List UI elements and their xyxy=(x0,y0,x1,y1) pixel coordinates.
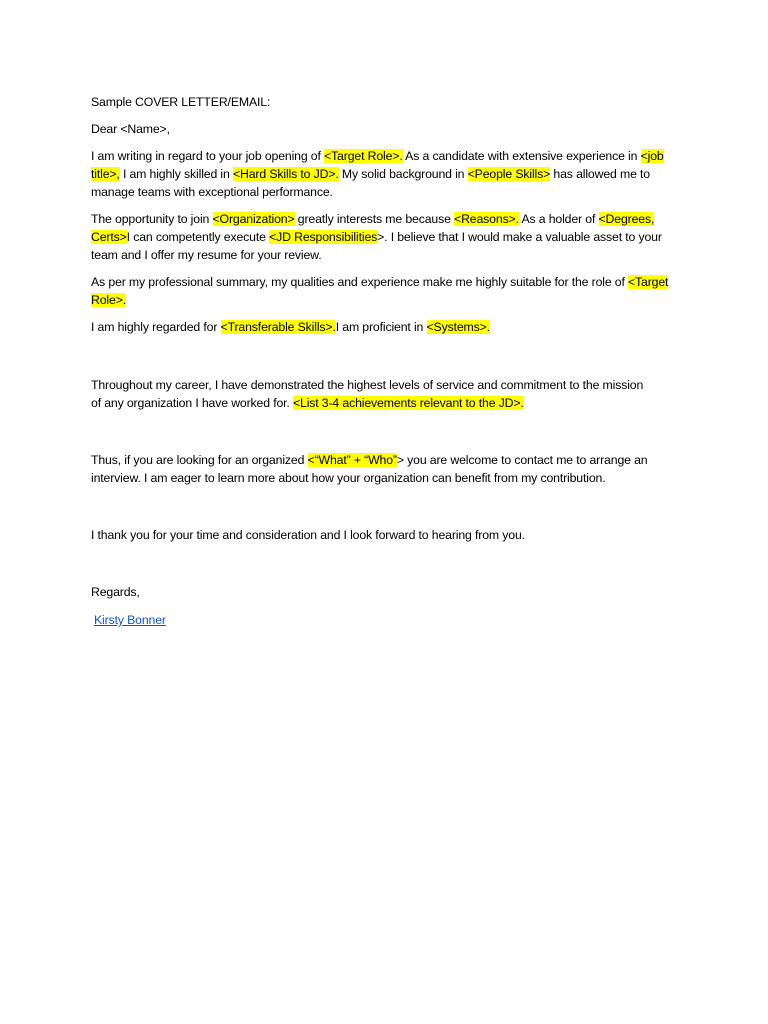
text: > you are welcome to contact me to arrange an interview. I am eager to learn more about how your organization can benefit from my contribution. xyxy=(91,453,648,485)
text: As a candidate with extensive experience in xyxy=(402,149,641,163)
placeholder-degrees-certs: <Degrees, Certs> xyxy=(91,212,655,244)
paragraph-7: I thank you for your time and consideration and I look forward to hearing from you. xyxy=(91,528,525,542)
text: has allowed me to manage teams with exceptional performance. xyxy=(91,167,650,199)
text: As per my professional summary, my qualities and experience make me highly suitable for the role of xyxy=(91,275,629,289)
placeholder-jd-responsibilities: <JD Responsibilities xyxy=(269,230,378,244)
placeholder-hard-skills: <Hard Skills to JD>. xyxy=(232,167,339,181)
paragraph-1 xyxy=(91,147,675,201)
text: Throughout my career, I have demonstrated the highest levels of service and commitment to the mission of any organization I have worked for. xyxy=(91,378,644,410)
text: I can competently execute xyxy=(126,230,270,244)
placeholder-target-role-2: <Target Role>. xyxy=(91,275,669,307)
salutation: Dear <Name>, xyxy=(91,122,170,136)
text: I am highly regarded for xyxy=(91,320,221,334)
text: I am highly skilled in xyxy=(119,167,233,181)
paragraph-2 xyxy=(91,210,677,264)
text: greatly interests me because xyxy=(294,212,455,226)
text: Thus, if you are looking for an organized xyxy=(91,453,308,467)
placeholder-what-who: <“What” + “Who” xyxy=(307,453,397,467)
paragraph-3 xyxy=(91,273,671,309)
placeholder-reasons: <Reasons>. xyxy=(454,212,519,226)
placeholder-job-title: <job title>, xyxy=(91,149,664,181)
placeholder-achievements: <List 3-4 achievements relevant to the JD>. xyxy=(292,396,524,410)
placeholder-target-role: <Target Role>. xyxy=(324,149,403,163)
text: >. I believe that I would make a valuable asset to your team and I offer my resume for your review. xyxy=(91,230,662,262)
closing: Regards, xyxy=(91,585,140,599)
letter-heading: Sample COVER LETTER/EMAIL: xyxy=(91,95,271,109)
placeholder-systems: <Systems>. xyxy=(426,320,490,334)
signature-link[interactable]: Kirsty Bonner xyxy=(94,613,166,627)
text: I am proficient in xyxy=(335,320,427,334)
text: As a holder of xyxy=(518,212,599,226)
text: I am writing in regard to your job opening of xyxy=(91,149,325,163)
text: My solid background in xyxy=(338,167,468,181)
paragraph-5 xyxy=(91,376,651,412)
cover-letter-body xyxy=(91,93,681,629)
placeholder-organization: <Organization> xyxy=(212,212,295,226)
text: The opportunity to join xyxy=(91,212,213,226)
placeholder-people-skills: <People Skills> xyxy=(467,167,551,181)
paragraph-4 xyxy=(91,318,681,336)
signature xyxy=(91,611,681,629)
placeholder-transferable-skills: <Transferable Skills>. xyxy=(220,320,336,334)
paragraph-6 xyxy=(91,451,675,487)
